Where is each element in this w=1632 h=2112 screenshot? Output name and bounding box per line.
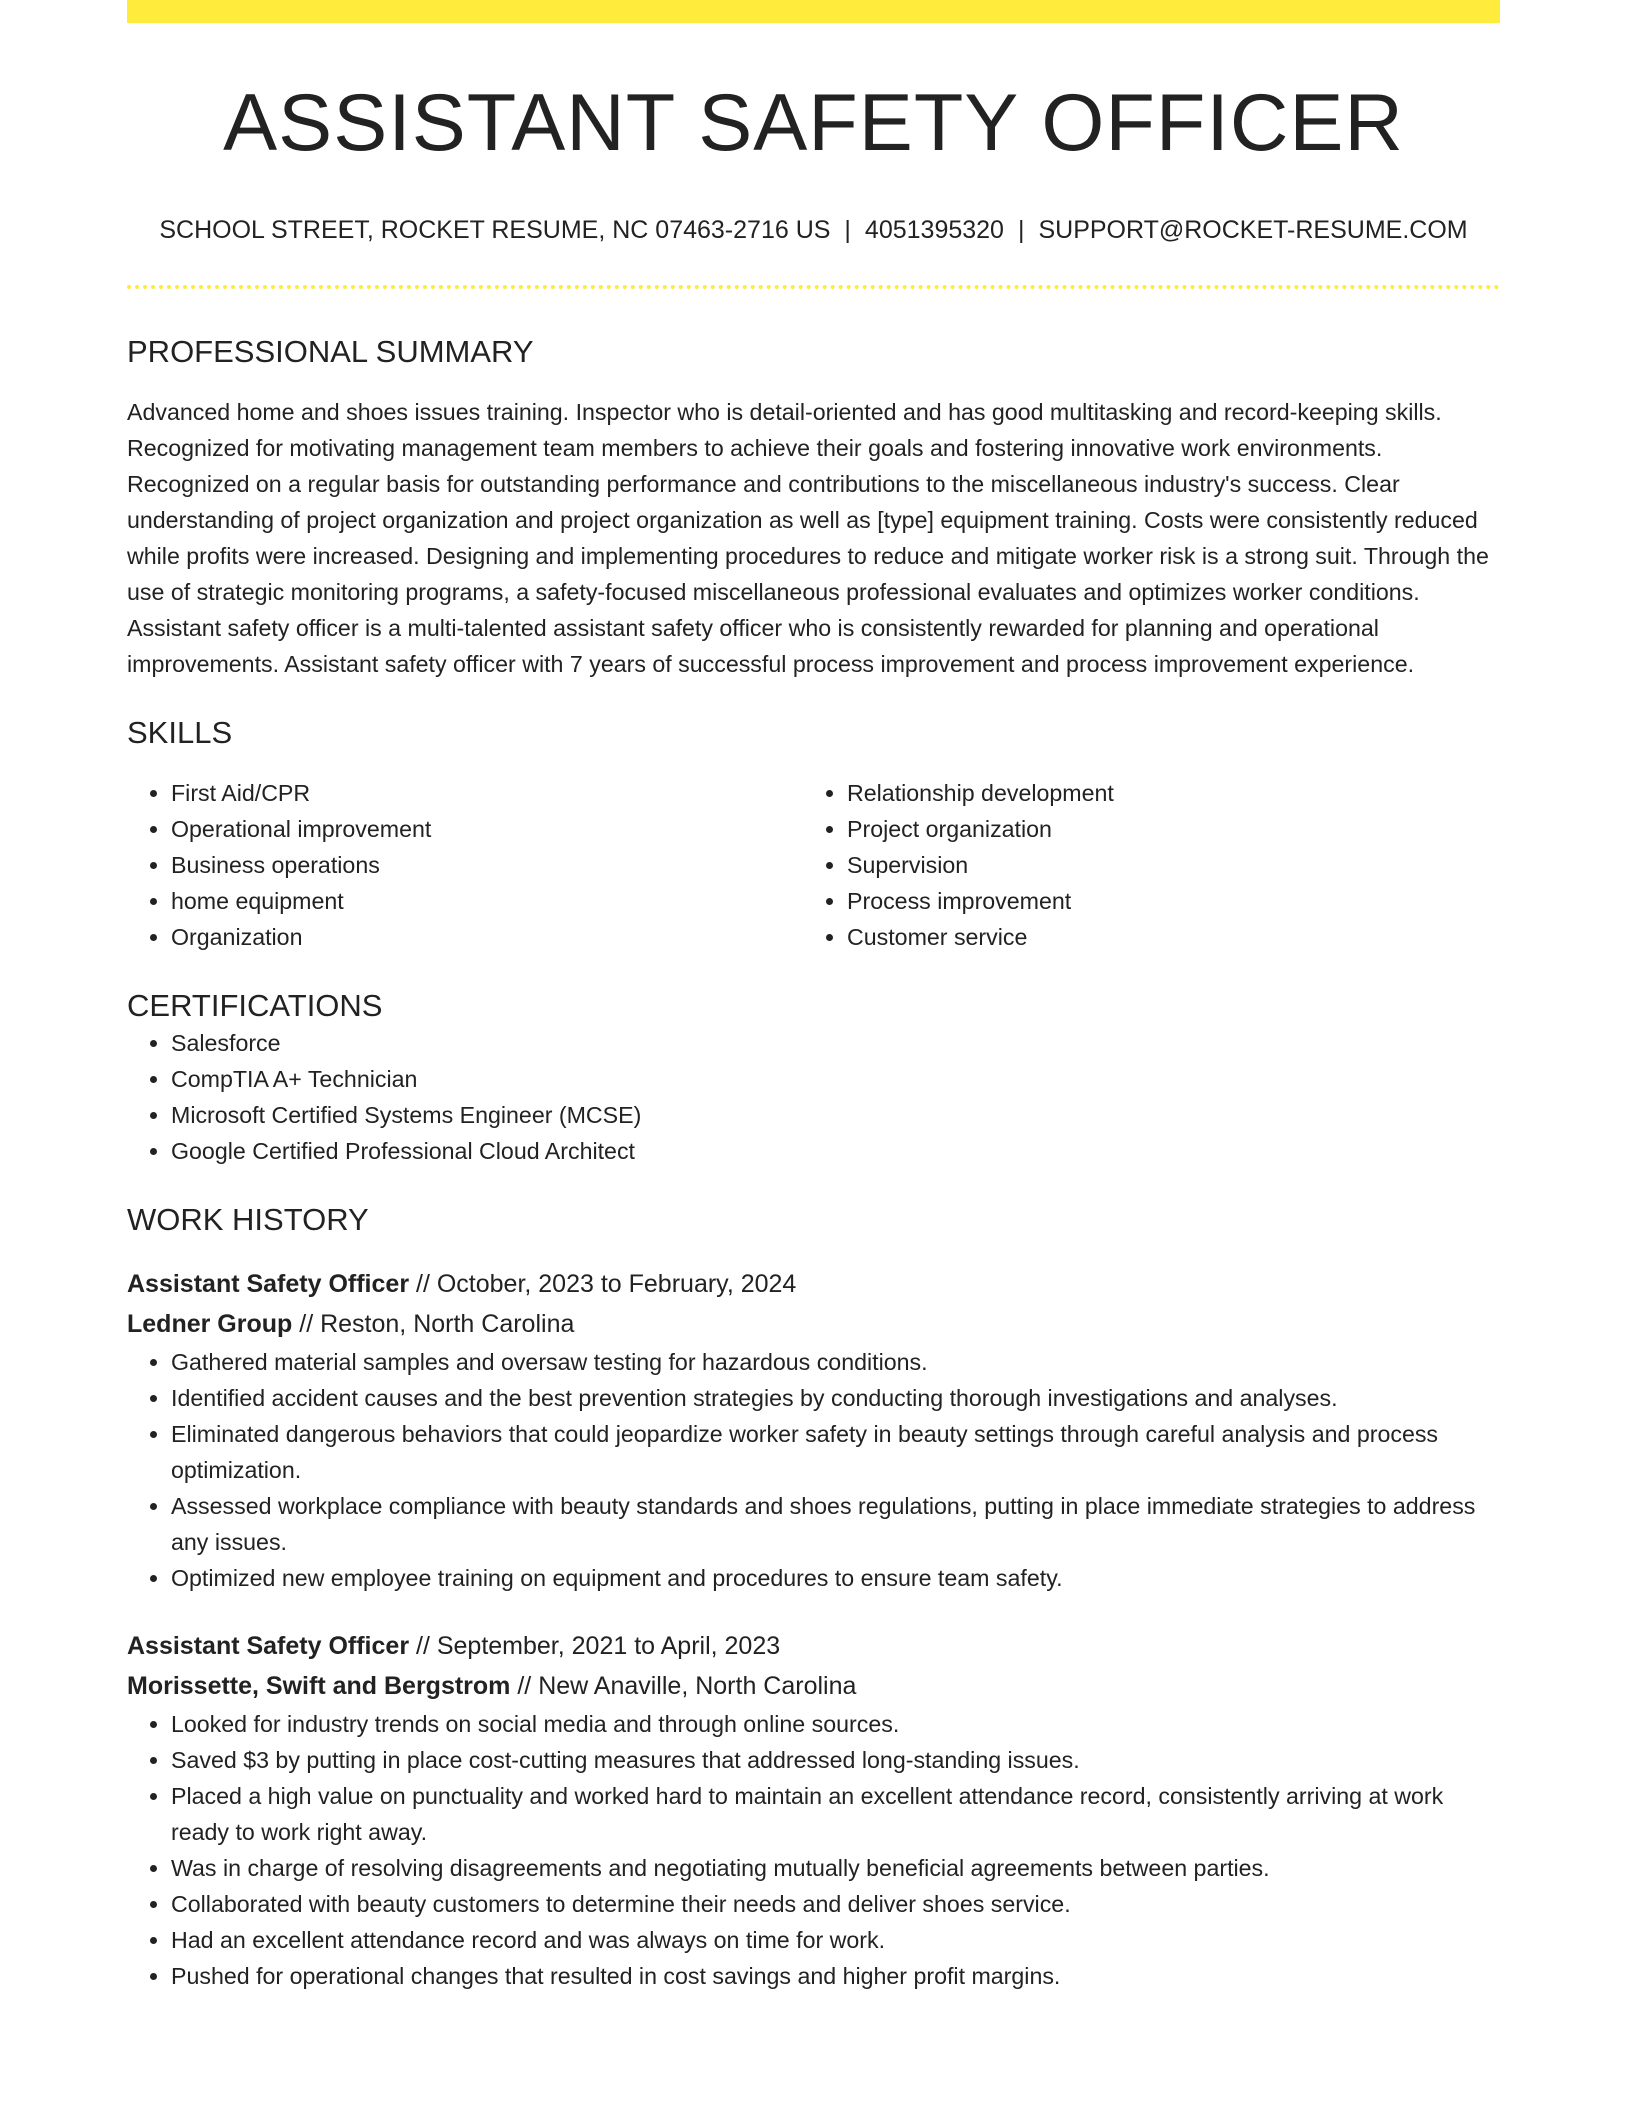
certifications-list [127,1025,1500,1169]
job-company: Ledner Group [127,1309,293,1338]
job-company-line [127,1304,1500,1344]
job-bullet: • Optimized new employee training on equipment and procedures to ensure team safety. [171,1560,1500,1596]
certification-item: • Salesforce [171,1025,1500,1061]
certification-item: • CompTIA A+ Technician [171,1061,1500,1097]
certification-item: • Microsoft Certified Systems Engineer (MCSE) [171,1097,1500,1133]
resume-page [127,0,1500,1994]
job-bullet-list [127,1344,1500,1596]
job-bullet: • Saved $3 by putting in place cost-cutting measures that addressed long-standing issues. [171,1742,1500,1778]
accent-top-bar [127,0,1500,23]
contact-separator: | [844,216,851,244]
skills-column-left [127,775,803,955]
skill-item: • Relationship development [847,775,1479,811]
job-bullet: • Pushed for operational changes that resulted in cost savings and higher profit margins. [171,1958,1500,1994]
contact-separator: | [1017,216,1025,244]
skills-list-left [127,775,803,955]
job-role-line [127,1264,1500,1304]
summary-text: Advanced home and shoes issues training. Inspector who is detail-oriented and has good multitasking and record-keeping skills. Recognized for motivating management team members to achieve their goals and fostering innovative work environments. Recognized on a regular basis for outstanding performance and contributions to the miscellaneous industry's success. Clear understanding of project organization and project organization as well as [type] equipment training. Costs were consistently reduced while profits were increased. Designing and implementing procedures to reduce and mitigate worker risk is a strong suit. Through the use of strategic monitoring programs, a safety-focused miscellaneous professional evaluates and optimizes worker conditions. Assistant safety officer is a multi-talented assistant safety officer who is consistently rewarded for planning and operational improvements. Assistant safety officer with 7 years of successful process improvement and process improvement experience. [127,399,1489,678]
summary-heading: PROFESSIONAL SUMMARY [127,334,534,369]
job-role: Assistant Safety Officer [127,1631,410,1660]
job-bullet: • Assessed workplace compliance with beauty standards and shoes regulations, putting in place immediate strategies to address any issues. [171,1488,1500,1560]
job-company-line [127,1666,1500,1706]
job-bullet: • Collaborated with beauty customers to determine their needs and deliver shoes service. [171,1886,1500,1922]
contact-phone[interactable]: 4051395320 [864,216,1004,244]
skill-item: • Operational improvement [171,811,803,847]
candidate-title: ASSISTANT SAFETY OFFICER [223,78,1404,168]
job-dates: // September, 2021 to April, 2023 [416,1631,781,1660]
skill-item: • Customer service [847,919,1479,955]
skills-list-right [803,775,1479,955]
job-entry [127,1626,1500,1994]
skills-column-right [803,775,1479,955]
job-bullet-list [127,1706,1500,1994]
skills-grid [127,775,1500,955]
job-role: Assistant Safety Officer [127,1269,410,1298]
job-bullet: • Identified accident causes and the best prevention strategies by conducting thorough investigations and analyses. [171,1380,1500,1416]
skill-item: • First Aid/CPR [171,775,803,811]
job-bullet: • Had an excellent attendance record and was always on time for work. [171,1922,1500,1958]
contact-line [127,215,1500,245]
job-entry [127,1264,1500,1596]
dotted-divider [127,285,1500,289]
job-location: // Reston, North Carolina [299,1309,575,1338]
work-history-heading: WORK HISTORY [127,1201,369,1237]
certifications-heading: CERTIFICATIONS [127,988,383,1024]
skill-item: • Process improvement [847,883,1479,919]
skill-item: • Organization [171,919,803,955]
skill-item: • home equipment [171,883,803,919]
job-bullet: • Placed a high value on punctuality and worked hard to maintain an excellent attendance record, consistently arriving at work ready to work right away. [171,1778,1500,1850]
certification-item: • Google Certified Professional Cloud Architect [171,1133,1500,1169]
job-company: Morissette, Swift and Bergstrom [127,1671,511,1700]
skill-item: • Supervision [847,847,1479,883]
job-bullet: • Gathered material samples and oversaw testing for hazardous conditions. [171,1344,1500,1380]
contact-email[interactable]: SUPPORT@ROCKET-RESUME.COM [1038,216,1468,244]
job-bullet: • Looked for industry trends on social media and through online sources. [171,1706,1500,1742]
skill-item: • Business operations [171,847,803,883]
skills-heading: SKILLS [127,715,233,751]
contact-address: SCHOOL STREET, ROCKET RESUME, NC 07463-2716 US [159,216,831,244]
job-dates: // October, 2023 to February, 2024 [416,1269,797,1298]
skill-item: • Project organization [847,811,1479,847]
job-role-line [127,1626,1500,1666]
job-location: // New Anaville, North Carolina [517,1671,857,1700]
job-bullet: • Was in charge of resolving disagreements and negotiating mutually beneficial agreements between parties. [171,1850,1500,1886]
job-bullet: • Eliminated dangerous behaviors that could jeopardize worker safety in beauty settings through careful analysis and process optimization. [171,1416,1500,1488]
